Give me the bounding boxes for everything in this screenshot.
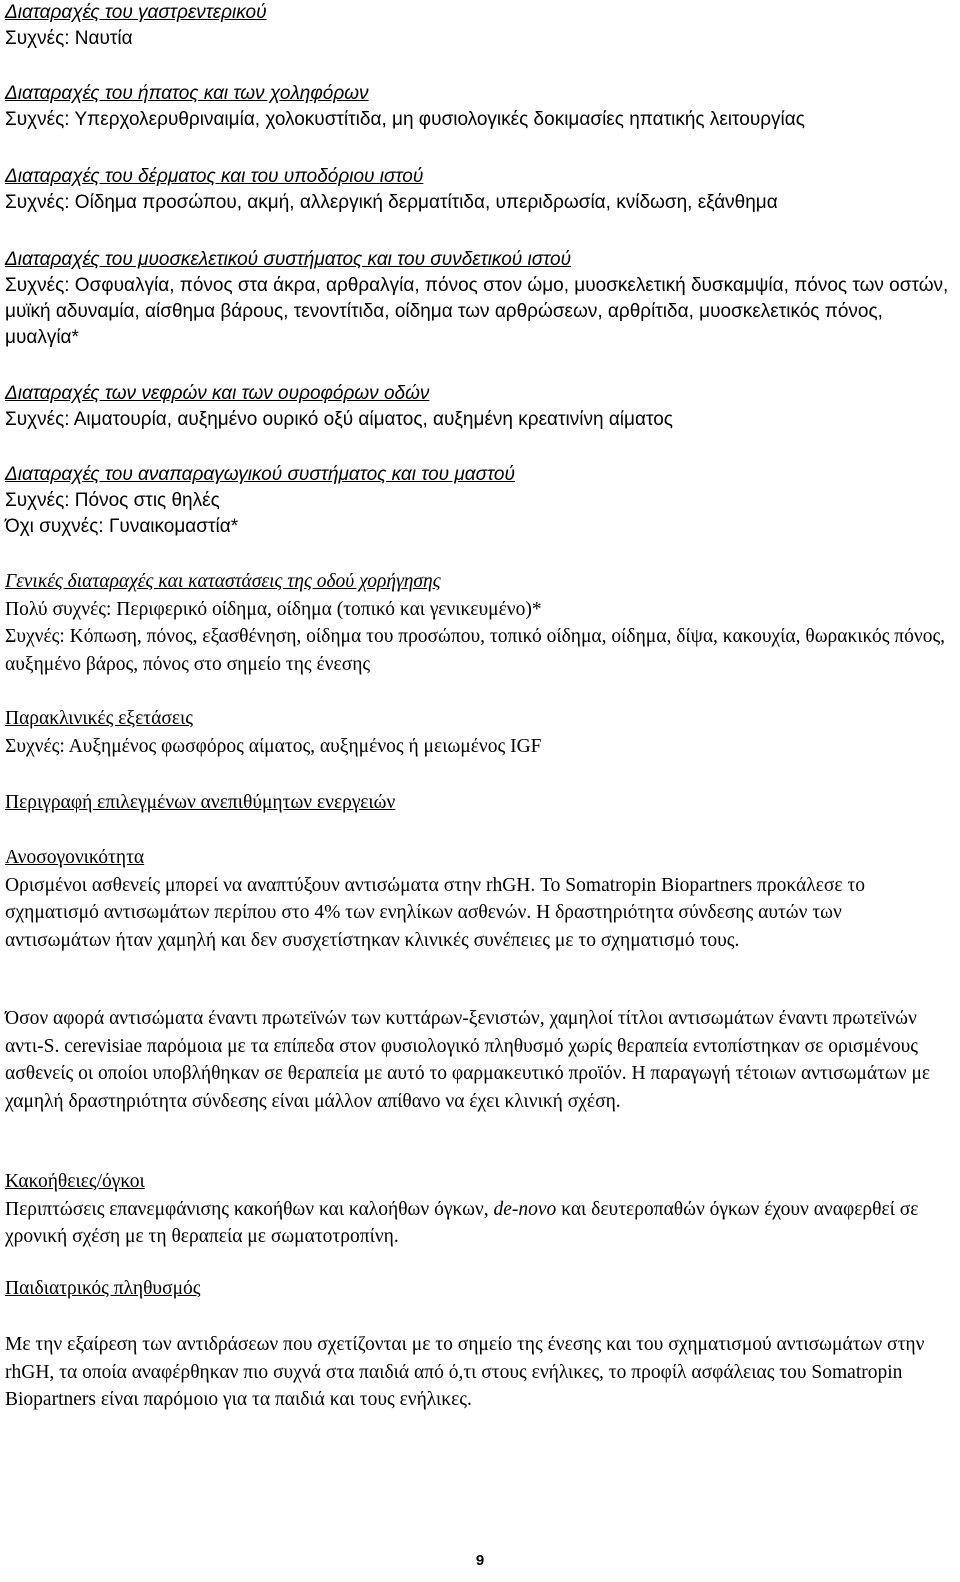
section-text: Συχνές: Οσφυαλγία, πόνος στα άκρα, αρθραλγία, πόνος στον ώμο, μυοσκελετική δυσκαμψία, πόνος των οστών, μυϊκή αδυναμία, αίσθημα βάρους, τενοντίτιδα, οίδημα των αρθρώσεων, αρθρίτιδα, μυοσκελετικός πόνος, μυαλγία* bbox=[5, 275, 949, 348]
section-paediatric-paragraph bbox=[5, 1331, 950, 1414]
section-text: Όχι συχνές: Γυναικομαστία* bbox=[5, 516, 239, 537]
section-text: Πολύ συχνές: Περιφερικό οίδημα, οίδημα (τοπικό και γενικευμένο)* bbox=[5, 598, 542, 620]
paragraph-text-start: Περιπτώσεις επανεμφάνισης κακοήθων και καλοήθων όγκων, bbox=[5, 1198, 494, 1220]
paragraph: Με την εξαίρεση των αντιδράσεων που σχετίζονται με το σημείο της ένεσης και του σχηματισμού αντισωμάτων στην rhGH, τα οποία αναφέρθηκαν πιο συχνά στα παιδιά από ό,τι στους ενήλικες, το προφίλ ασφάλειας του Somatropin Biopartners είναι παρόμοιο για τα παιδιά και τους ενήλικες. bbox=[5, 1334, 925, 1410]
section-text: Συχνές: Υπερχολερυθριναιμία, χολοκυστίτιδα, μη φυσιολογικές δοκιμασίες ηπατικής λειτουργίας bbox=[5, 109, 805, 130]
section-heading: Διαταραχές του γαστρεντερικού bbox=[5, 2, 267, 23]
section-text: Συχνές: Αιματουρία, αυξημένο ουρικό οξύ αίματος, αυξημένη κρεατινίνη αίματος bbox=[5, 409, 673, 430]
section-heading: Παρακλινικές εξετάσεις bbox=[5, 708, 194, 729]
paragraph-text-italic: de-novo bbox=[493, 1198, 557, 1220]
section-heading: Διαταραχές του ήπατος και των χοληφόρων bbox=[5, 83, 369, 104]
section-immunogenicity bbox=[5, 844, 950, 954]
section-malignancy bbox=[5, 1168, 950, 1251]
paragraph bbox=[5, 1196, 950, 1251]
section-reproductive bbox=[5, 462, 950, 540]
section-text: Συχνές: Οίδημα προσώπου, ακμή, αλλεργική δερματίτιδα, υπεριδρωσία, κνίδωση, εξάνθημα bbox=[5, 192, 778, 213]
section-heading: Κακοήθειες/όγκοι bbox=[5, 1171, 145, 1192]
section-text: Συχνές: Ναυτία bbox=[5, 28, 133, 49]
section-investigations bbox=[5, 705, 950, 760]
section-heading: Γενικές διαταραχές και καταστάσεις της οδού χορήγησης bbox=[5, 571, 441, 592]
section-gastrointestinal bbox=[5, 0, 950, 52]
paragraph: Όσον αφορά αντισώματα έναντι πρωτεϊνών των κυττάρων-ξενιστών, χαμηλοί τίτλοι αντισωμάτων έναντι πρωτεϊνών αντι-S. cerevisiae παρόμοια με τα επίπεδα στον φυσιολογικό πληθυσμό χωρίς θεραπεία εντοπίστηκαν σε ορισμένους ασθενείς οι οποίοι υποβλήθηκαν σε θεραπεία με αυτό το φαρμακευτικό προϊόν. Η παραγωγή τέτοιων αντισωμάτων με χαμηλή δραστηριότητα σύνδεσης είναι μάλλον απίθανο να έχει κλινική σχέση. bbox=[5, 1008, 931, 1112]
section-renal bbox=[5, 381, 950, 433]
section-heading: Περιγραφή επιλεγμένων ανεπιθύμητων ενεργειών bbox=[5, 792, 396, 813]
section-text: Συχνές: Αυξημένος φωσφόρος αίματος, αυξημένος ή μειωμένος IGF bbox=[5, 735, 542, 757]
paragraph-text-end: και δευτεροπαθών όγκων έχουν αναφερθεί σε χρονική σχέση με τη θεραπεία με σωματοτροπίνη. bbox=[5, 1198, 919, 1247]
section-text: Συχνές: Κόπωση, πόνος, εξασθένηση, οίδημα του προσώπου, τοπικό οίδημα, οίδημα, δίψα, κακουχία, θωρακικός πόνος, αυξημένο βάρος, πόνος στο σημείο της ένεσης bbox=[5, 626, 946, 675]
section-heading: Διαταραχές των νεφρών και των ουροφόρων οδών bbox=[5, 383, 430, 404]
paragraph: Ορισμένοι ασθενείς μπορεί να αναπτύξουν αντισώματα στην rhGH. Το Somatropin Biopartners προκάλεσε το σχηματισμό αντισωμάτων περίπου στο 4% των ενηλίκων ασθενών. Η δραστηριότητα σύνδεσης αυτών των αντισωμάτων ήταν χαμηλή και δεν συσχετίστηκαν κλινικές συνέπειες με το σχηματισμό τους. bbox=[5, 874, 866, 951]
section-general bbox=[5, 568, 950, 678]
section-skin bbox=[5, 164, 950, 216]
section-description bbox=[5, 789, 950, 817]
section-heading: Ανοσογονικότητα bbox=[5, 847, 145, 868]
section-heading: Διαταραχές του δέρματος και του υποδόριου ιστού bbox=[5, 166, 424, 187]
section-hepatobiliary bbox=[5, 81, 950, 133]
section-heading: Διαταραχές του αναπαραγωγικού συστήματος και του μαστού bbox=[5, 464, 515, 485]
section-immunogenicity-paragraph-2 bbox=[5, 1005, 950, 1115]
section-heading: Παιδιατρικός πληθυσμός bbox=[5, 1278, 201, 1299]
section-text: Συχνές: Πόνος στις θηλές bbox=[5, 490, 220, 511]
section-paediatric bbox=[5, 1275, 950, 1303]
section-heading: Διαταραχές του μυοσκελετικού συστήματος και του συνδετικού ιστού bbox=[5, 249, 572, 270]
section-musculoskeletal bbox=[5, 247, 950, 351]
page-number: 9 bbox=[475, 1552, 485, 1569]
